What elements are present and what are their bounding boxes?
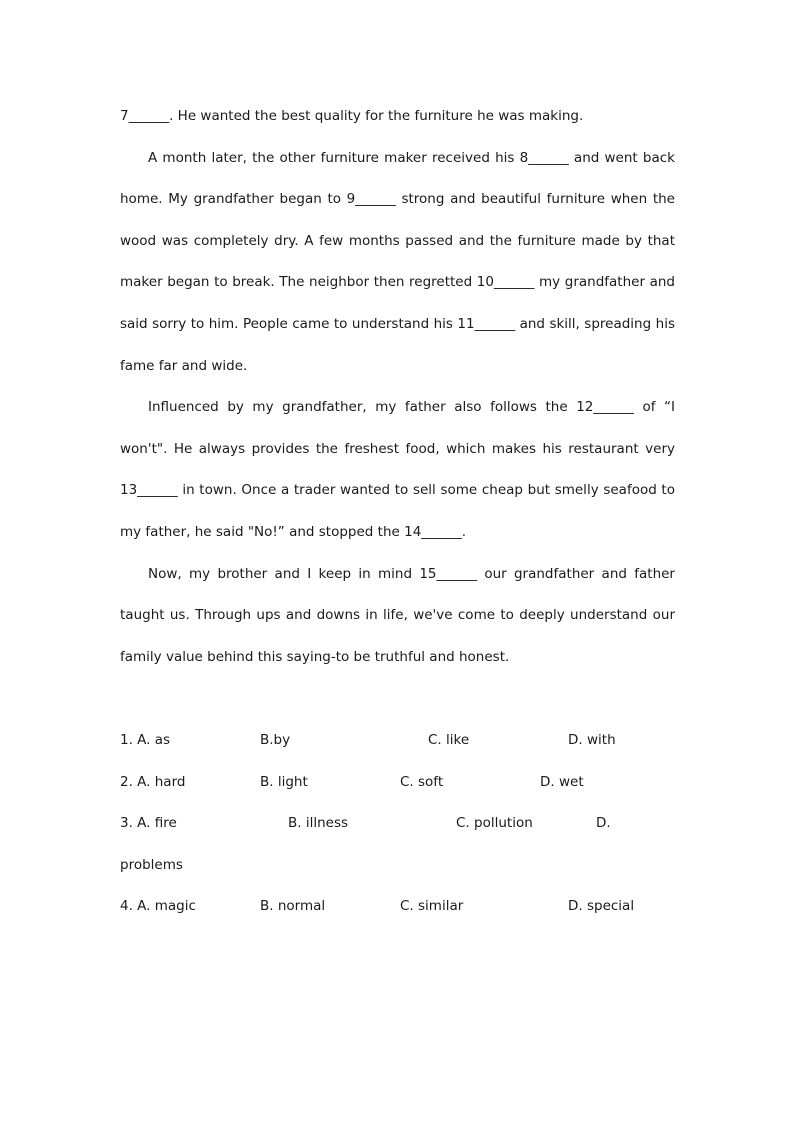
option-d: D. special [568, 898, 635, 915]
passage-paragraph-2: A month later, the other furniture maker received his 8______ and went back home. My grandfather began to 9______ strong and beautiful furniture when the wood was completely dry. A few months passed and the furniture made by that maker began to break. The neighbor then regretted 10______ my grandfather and said sorry to him. People came to understand his 11______ and skill, spreading his fame far and wide. [120, 149, 675, 374]
option-a: 3. A. fire [120, 815, 177, 832]
option-b: B.by [260, 731, 291, 748]
option-a: 4. A. magic [120, 898, 196, 915]
question-row-4 [120, 886, 675, 928]
question-row-3 [120, 803, 675, 845]
passage-paragraph-4: Now, my brother and I keep in mind 15______ our grandfather and father taught us. Through ups and downs in life, we've come to deeply understand our family value behind this saying-to be truthful and honest. [120, 565, 675, 665]
option-c: C. similar [400, 898, 464, 915]
option-a: 2. A. hard [120, 773, 186, 790]
option-d: D. with [568, 731, 616, 748]
document-page [120, 96, 675, 928]
option-a: 1. A. as [120, 731, 171, 748]
option-c: C. like [428, 731, 470, 748]
question-row-1 [120, 720, 675, 762]
option-d: D. [596, 815, 611, 832]
passage-paragraph-3: Influenced by my grandfather, my father also follows the 12______ of “I won't". He always provides the freshest food, which makes his restaurant very 13______ in town. Once a trader wanted to sell some cheap but smelly seafood to my father, he said "No!” and stopped the 14______. [120, 399, 675, 540]
option-b: B. illness [288, 815, 349, 832]
option-d: D. wet [540, 773, 584, 790]
question-row-2 [120, 762, 675, 804]
passage-paragraph-1: 7______. He wanted the best quality for the furniture he was making. [120, 108, 584, 124]
option-b: B. light [260, 773, 308, 790]
option-c: C. pollution [456, 815, 533, 832]
answer-options [120, 720, 675, 928]
option-c: C. soft [400, 773, 444, 790]
option-b: B. normal [260, 898, 326, 915]
option-d-continuation: problems [120, 856, 183, 873]
spacer [120, 678, 675, 720]
